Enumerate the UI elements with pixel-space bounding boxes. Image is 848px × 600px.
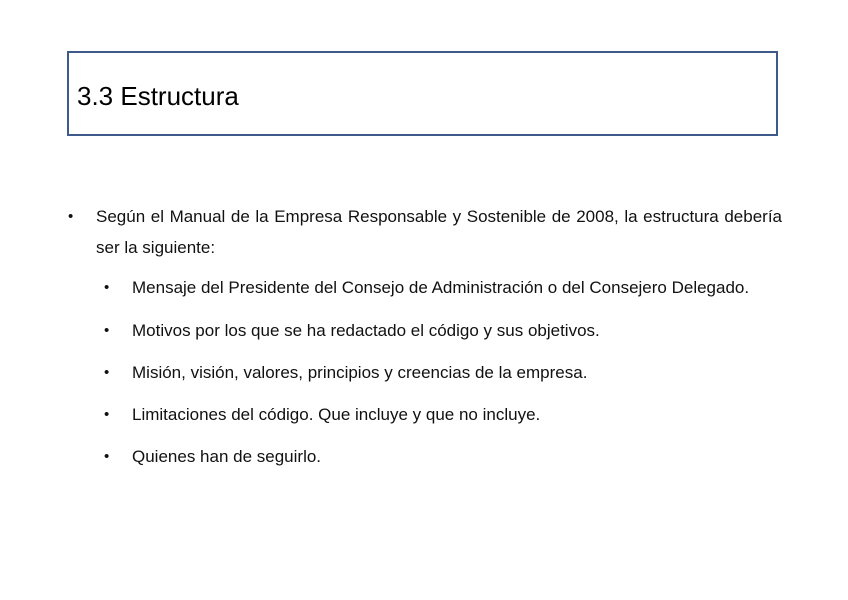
list-item xyxy=(68,272,782,303)
list-item xyxy=(68,441,782,472)
slide-title: 3.3 Estructura xyxy=(77,81,239,111)
slide-content xyxy=(68,201,782,483)
list-item-text: Misión, visión, valores, principios y creencias de la empresa. xyxy=(132,363,588,382)
list-item-text: Mensaje del Presidente del Consejo de Administración o del Consejero Delegado. xyxy=(132,278,750,297)
bullet-icon: • xyxy=(104,279,110,296)
list-item xyxy=(68,315,782,346)
bullet-icon: • xyxy=(104,448,110,465)
intro-bullet xyxy=(68,201,782,263)
intro-bullet-text: Según el Manual de la Empresa Responsable y Sostenible de 2008, la estructura debería ser la siguiente: xyxy=(96,207,782,257)
bullet-icon: • xyxy=(104,322,110,339)
title-box xyxy=(67,51,778,136)
sub-bullet-list xyxy=(68,272,782,472)
list-item-text: Quienes han de seguirlo. xyxy=(132,447,322,466)
list-item-text: Motivos por los que se ha redactado el código y sus objetivos. xyxy=(132,321,600,340)
bullet-icon: • xyxy=(68,208,74,225)
list-item xyxy=(68,399,782,430)
bullet-icon: • xyxy=(104,364,110,381)
bullet-icon: • xyxy=(104,406,110,423)
list-item-text: Limitaciones del código. Que incluye y que no incluye. xyxy=(132,405,541,424)
list-item xyxy=(68,357,782,388)
